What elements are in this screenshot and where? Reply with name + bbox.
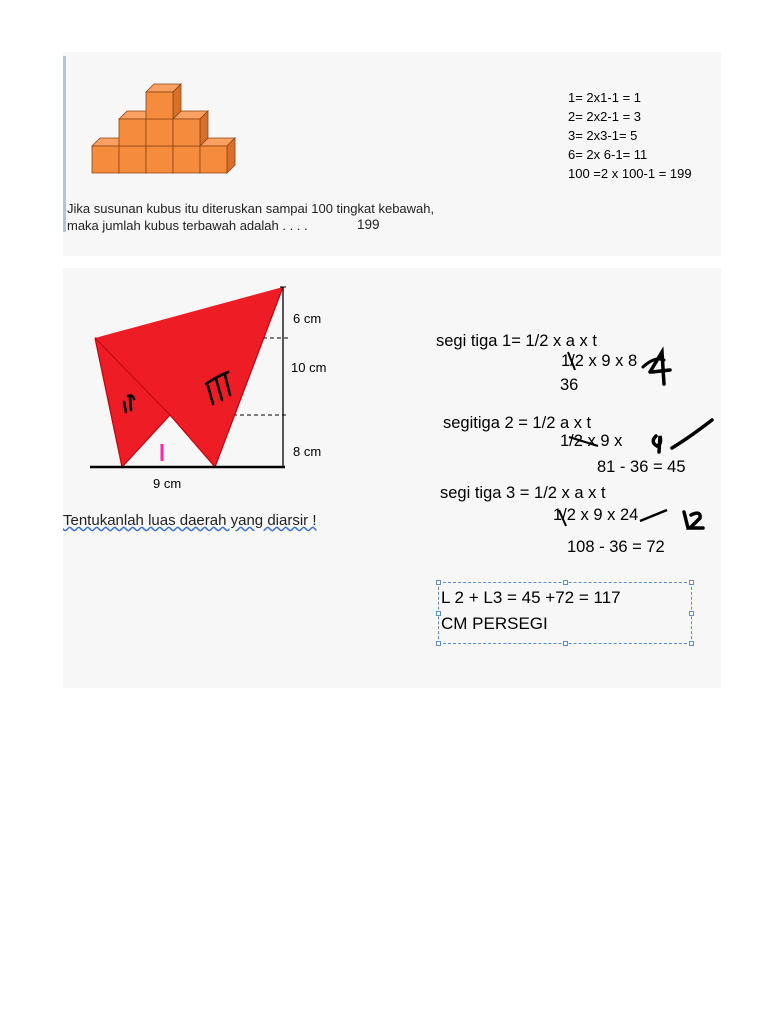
resize-handle-tl[interactable] — [436, 580, 441, 585]
sequence-line-3: 3= 2x3-1= 5 — [568, 128, 638, 143]
resize-handle-t[interactable] — [563, 580, 568, 585]
strike-t1-half — [568, 352, 575, 370]
label-bottom-height: 8 cm — [293, 444, 322, 459]
t1-formula: segi tiga 1= 1/2 x a x t — [436, 332, 597, 350]
t1-substitution: 1/2 x 9 x 8 — [561, 352, 638, 370]
t2-substitution: 1/2 x 9 x — [560, 432, 623, 450]
strike-t2-half — [569, 437, 598, 446]
resize-handle-r[interactable] — [689, 611, 694, 616]
handwritten-12 — [684, 512, 703, 528]
strike-t3-24 — [640, 510, 667, 521]
resize-handle-tr[interactable] — [689, 580, 694, 585]
t2-result: 81 - 36 = 45 — [597, 458, 686, 476]
handwritten-checkmark — [672, 420, 712, 448]
sequence-line-1: 1= 2x1-1 = 1 — [568, 90, 641, 105]
answer-line-2: CM PERSEGI — [441, 614, 548, 633]
handwritten-4 — [650, 352, 670, 384]
answer-line-1: L 2 + L3 = 45 +72 = 117 — [441, 588, 621, 607]
cube-answer: 199 — [357, 217, 380, 232]
cube-question-line-2: maka jumlah kubus terbawah adalah . . . . — [67, 218, 308, 233]
sequence-line-5: 100 =2 x 100-1 = 199 — [568, 166, 692, 181]
resize-handle-b[interactable] — [563, 641, 568, 646]
label-top-height: 6 cm — [293, 311, 322, 326]
area-question-text: Tentukanlah luas daerah yang diarsir ! — [63, 512, 317, 529]
t2-formula: segitiga 2 = 1/2 a x t — [443, 414, 592, 432]
sequence-line-2: 2= 2x2-1 = 3 — [568, 109, 641, 124]
t3-result: 108 - 36 = 72 — [567, 538, 665, 556]
label-middle-height: 10 cm — [291, 360, 327, 375]
cube-question-line-1: Jika susunan kubus itu diteruskan sampai 100 tingkat kebawah, — [67, 201, 435, 216]
sequence-line-4: 6= 2x 6-1= 11 — [568, 147, 648, 162]
strike-t3-half — [559, 510, 566, 526]
t1-result: 36 — [560, 376, 579, 394]
handwritten-9 — [653, 436, 660, 452]
resize-handle-bl[interactable] — [436, 641, 441, 646]
t3-formula: segi tiga 3 = 1/2 x a x t — [440, 484, 606, 502]
label-base: 9 cm — [153, 476, 182, 491]
t3-substitution: 1/2 x 9 x 24 — [553, 506, 639, 524]
resize-handle-br[interactable] — [689, 641, 694, 646]
